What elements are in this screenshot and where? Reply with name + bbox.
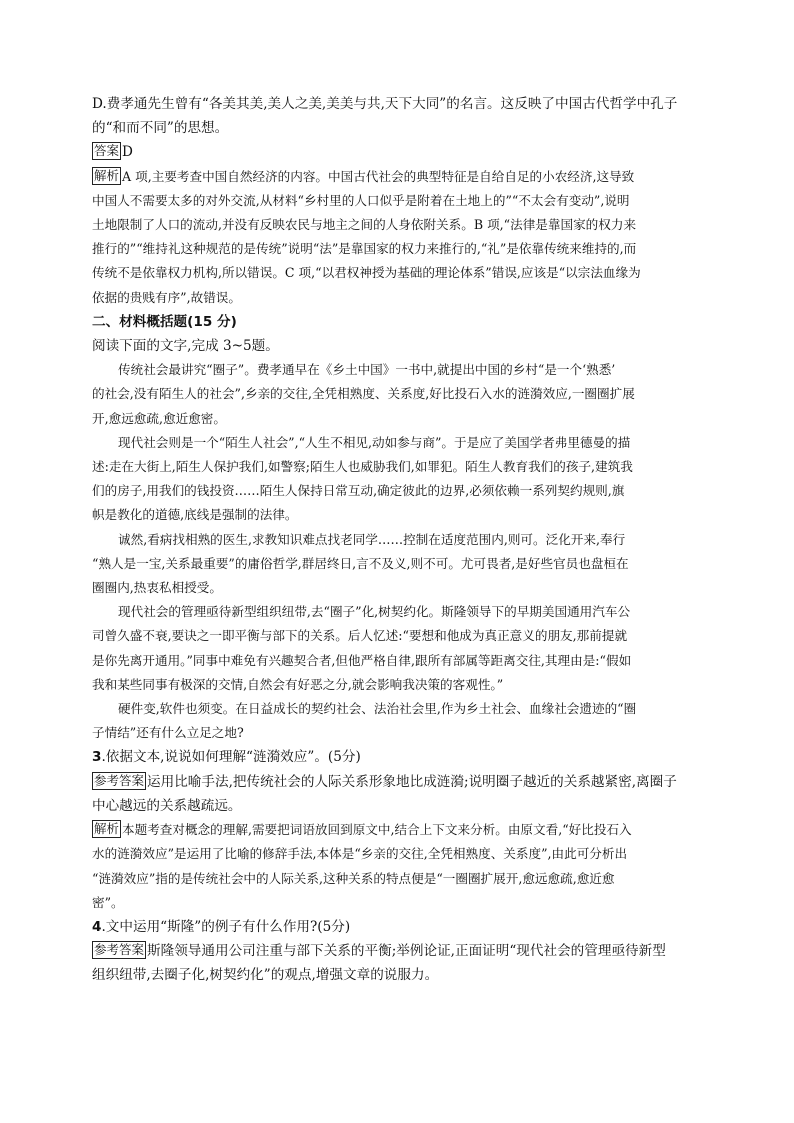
text-line: 们的房子,用我们的钱投资……陌生人保持日常互动,确定彼此的边界,必须依赖一系列契约规则,旗 xyxy=(92,483,625,499)
section-heading: 二、材料概括题(15 分) xyxy=(92,313,237,330)
text-line xyxy=(92,165,696,189)
option-d xyxy=(92,92,696,140)
text-line: 推行的”“维持礼这种规范的是传统”说明“法”是靠国家的权力来推行的,“礼”是依靠传统来维持的,而 xyxy=(92,241,637,257)
text-line: 子情结”还有什么立足之地? xyxy=(92,725,244,741)
text-line: 是你先离开通用。”同事中难免有兴趣契合者,但他严格自律,跟所有部属等距离交往,其理由是:“假如 xyxy=(92,652,632,668)
question-3 xyxy=(92,745,696,914)
text-line: 我和某些同事有极深的交情,自然会有好恶之分,就会影响我决策的客观性。” xyxy=(92,676,504,692)
analysis-label: 解析 xyxy=(94,821,120,837)
text-line: 诚然,看病找相熟的医生,求教知识难点找老同学……控制在适度范围内,则可。泛化开来,奉行 xyxy=(118,531,626,547)
reading-passage xyxy=(92,358,696,745)
question-prompt: .依据文本,说说如何理解“涟漪效应”。(5分) xyxy=(101,749,361,766)
text-line: 的“和而不同”的思想。 xyxy=(92,120,229,137)
answer-value: D xyxy=(122,144,133,161)
text-line: 组织纽带,去圈子化,树契约化”的观点,增强文章的说服力。 xyxy=(92,967,439,984)
text-line: 水的涟漪效应”是运用了比喻的修辞手法,本体是“乡亲的交往,全凭相熟度、关系度”,由此可分析出 xyxy=(92,846,628,862)
reference-answer-label: 参考答案 xyxy=(94,942,145,958)
text-line: 传统不是依靠权力机构,所以错误。C 项,“以君权神授为基础的理论体系”错误,应该是“以宗法血缘为 xyxy=(92,265,641,281)
text-line: 的社会,没有陌生人的社会”,乡亲的交往,全凭相熟度、关系度,好比投石入水的涟漪效应,一圈圈扩展 xyxy=(92,386,635,402)
analysis-text: A 项,主要考查中国自然经济的内容。中国古代社会的典型特征是自给自足的小农经济,这导致 xyxy=(122,168,635,184)
analysis-block xyxy=(92,165,696,310)
analysis-text: 本题考查对概念的理解,需要把词语放回到原文中,结合上下文来分析。由原文看,“好比投石入 xyxy=(122,822,632,838)
passage-paragraph xyxy=(92,697,696,745)
text-line: 中国人不需要太多的对外交流,从材料“乡村里的人口似乎是附着在土地上的”“不太会有变动”,说明 xyxy=(92,192,630,208)
text-line: “熟人是一宝,关系最重要”的庸俗哲学,群居终日,言不及义,则不可。尤可畏者,是好些官员也盘桓在 xyxy=(92,555,629,571)
text-line xyxy=(92,939,696,963)
question-4 xyxy=(92,915,696,988)
passage-paragraph xyxy=(92,528,696,601)
document-body xyxy=(92,92,696,988)
passage-paragraph xyxy=(92,358,696,431)
text-line: D.费孝通先生曾有“各美其美,美人之美,美美与共,天下大同”的名言。这反映了中国古代哲学中孔子 xyxy=(92,96,678,112)
question-text xyxy=(92,745,696,769)
text-line: 中心越远的关系越疏远。 xyxy=(92,797,242,814)
question-text xyxy=(92,915,696,939)
reference-answer-text: 运用比喻手法,把传统社会的人际关系形象地比成涟漪;说明圈子越近的关系越紧密,离圈子 xyxy=(147,773,677,790)
answer-row xyxy=(92,140,696,164)
text-line xyxy=(92,770,696,794)
text-line: 司曾久盛不衰,要诀之一即平衡与部下的关系。后人忆述:“要想和他成为真正意义的朋友,那前提就 xyxy=(92,628,628,644)
analysis-label: 解析 xyxy=(94,167,120,183)
section-intro: 阅读下面的文字,完成 3~5题。 xyxy=(92,338,279,355)
text-line: 现代社会的管理亟待新型组织纽带,去“圈子”化,树契约化。斯隆领导下的早期美国通用汽车公 xyxy=(118,604,631,620)
text-line xyxy=(92,818,696,842)
reference-answer-text: 斯隆领导通用公司注重与部下关系的平衡;举例论证,正面证明“现代社会的管理亟待新型 xyxy=(147,943,666,960)
text-line: “涟漪效应”指的是传统社会中的人际关系,这种关系的特点便是“一圈圈扩展开,愈远愈疏,愈近愈 xyxy=(92,870,615,886)
answer-label: 答案 xyxy=(94,143,120,159)
text-line: 密”。 xyxy=(92,894,124,910)
question-prompt: .文中运用“斯隆”的例子有什么作用?(5分) xyxy=(101,918,351,935)
text-line: 土地限制了人口的流动,并没有反映农民与地主之间的人身依附关系。B 项,“法律是靠国家的权力来 xyxy=(92,217,637,233)
text-line: 依据的贵贱有序”,故错误。 xyxy=(92,289,241,305)
text-line: 硬件变,软件也须变。在日益成长的契约社会、法治社会里,作为乡土社会、血缘社会遗迹的“圈 xyxy=(118,701,637,717)
question-number: 3 xyxy=(92,749,102,766)
text-line: 传统社会最讲究“圈子”。费孝通早在《乡土中国》一书中,就提出中国的乡村“是一个‘熟悉’ xyxy=(118,362,616,378)
text-line: 圈圈内,热衷私相授受。 xyxy=(92,580,222,596)
text-line: 述:走在大街上,陌生人保护我们,如警察;陌生人也威胁我们,如罪犯。陌生人教育我们的孩子,建筑我 xyxy=(92,459,633,475)
text-line: 现代社会则是一个“陌生人社会”,“人生不相见,动如参与商”。于是应了美国学者弗里德曼的描 xyxy=(118,434,631,450)
passage-paragraph xyxy=(92,431,696,528)
reference-answer-label: 参考答案 xyxy=(94,772,145,788)
text-line: 帜是教化的道德,底线是强制的法律。 xyxy=(92,507,298,523)
question-number: 4 xyxy=(92,918,102,935)
text-line: 开,愈远愈疏,愈近愈密。 xyxy=(92,410,226,426)
passage-paragraph xyxy=(92,600,696,697)
